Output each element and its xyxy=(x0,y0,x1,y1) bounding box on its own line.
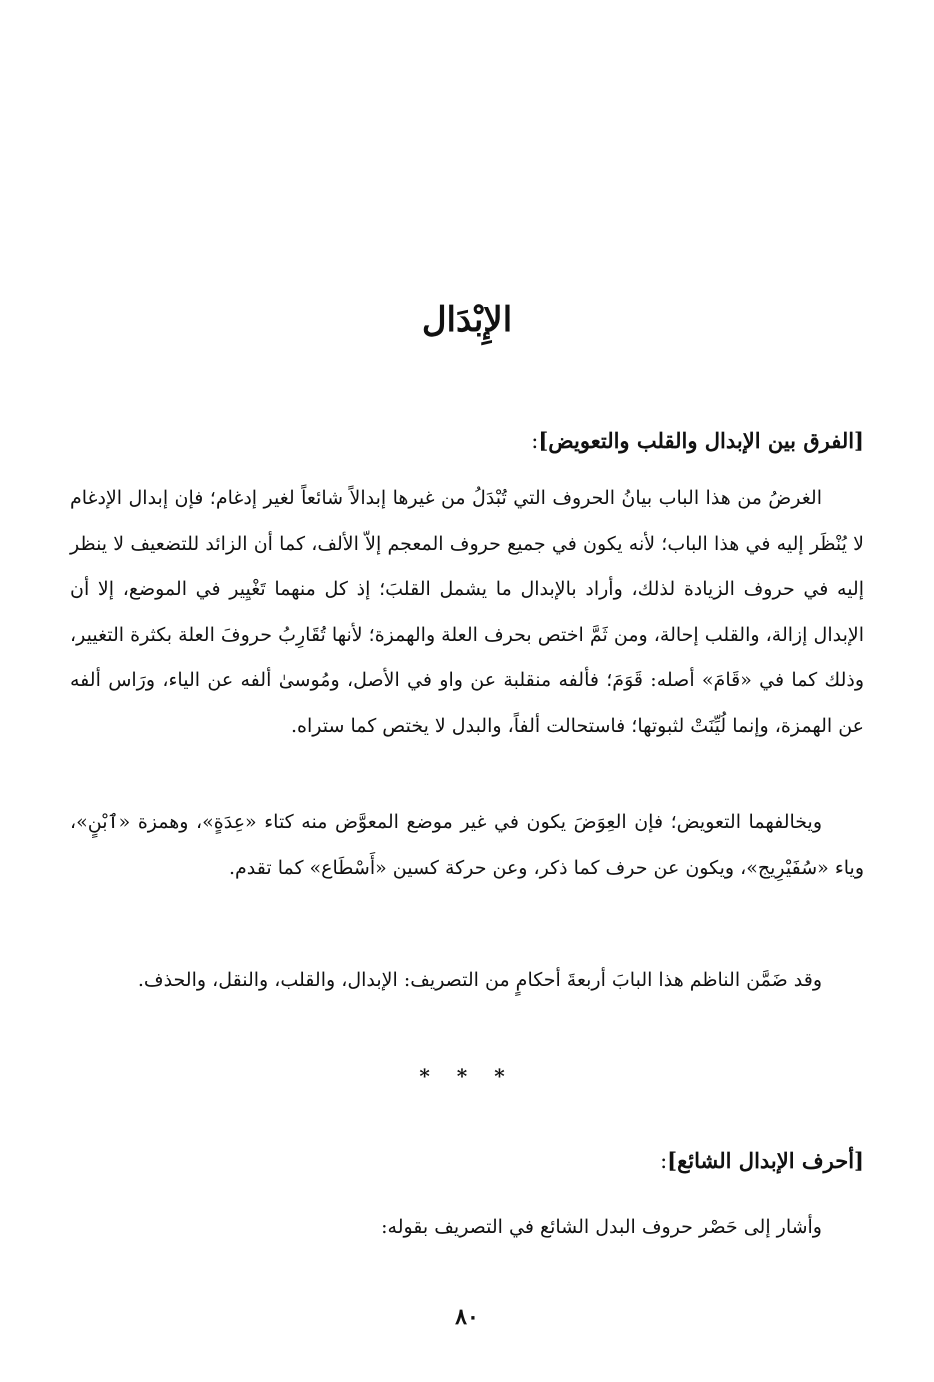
section-separator: * * * xyxy=(419,1064,515,1088)
section-heading-colon: : xyxy=(531,429,539,453)
paragraph-rulings: وقد ضَمَّن الناظم هذا البابَ أربعةَ أحكامٍ من التصريف: الإبدال، والقلب، والنقل، والحذف. xyxy=(137,969,822,991)
page-number: ٨٠ xyxy=(455,1304,479,1330)
section-heading-text: [الفرق بين الإبدال والقلب والتعويض] xyxy=(538,428,864,453)
section-heading-difference xyxy=(531,428,864,453)
paragraph-purpose: الغرضُ من هذا الباب بيانُ الحروف التي تُبْدَلُ من غيرها إبدالاً شائعاً لغير إدغام؛ فإن إبدال الإدغام لا يُنْظَر إليه في هذا الباب؛ لأنه يكون في جميع حروف المعجم إلاّ الألف، كما أن الزائد للتضعيف لا ينظر إليه في حروف الزيادة لذلك، وأراد بالإبدال ما يشمل القلبَ؛ إذ كل منهما تَغْيِير في الموضع، إلا أن الإبدال إزالة، والقلب إحالة، ومن ثَمَّ اختص بحرف العلة والهمزة؛ لأنها تُقَارِبُ حروفَ العلة بكثرة التغيير، وذلك كما في «قَامَ» أصله: قَوَمَ؛ فألفه منقلبة عن واو في الأصل، ومُوسىٰ ألفه عن الياء، ورَاس ألفه عن الهمزة، وإنما لُيِّنَتْ لثبوتها؛ فاستحالت ألفاً، والبدل لا يختص كما ستراه. xyxy=(70,487,864,737)
chapter-title: الإِبْدَال xyxy=(421,300,513,340)
section-heading-letters xyxy=(660,1148,864,1173)
paragraph-compensation: ويخالفهما التعويض؛ فإن العِوَضَ يكون في غير موضع المعوَّض منه كتاء «عِدَةٍ»، وهمزة «ٱبْنٍ»، وياء «سُفَيْرِيج»، ويكون عن حرف كما ذكر، وعن حركة كسين «أَسْطَاع» كما تقدم. xyxy=(70,811,864,879)
paragraph-intro-verse: وأشار إلى حَصْر حروف البدل الشائع في التصريف بقوله: xyxy=(381,1216,822,1238)
section-heading-colon: : xyxy=(660,1149,668,1173)
section-heading-text: [أحرف الإبدال الشائع] xyxy=(667,1148,864,1173)
